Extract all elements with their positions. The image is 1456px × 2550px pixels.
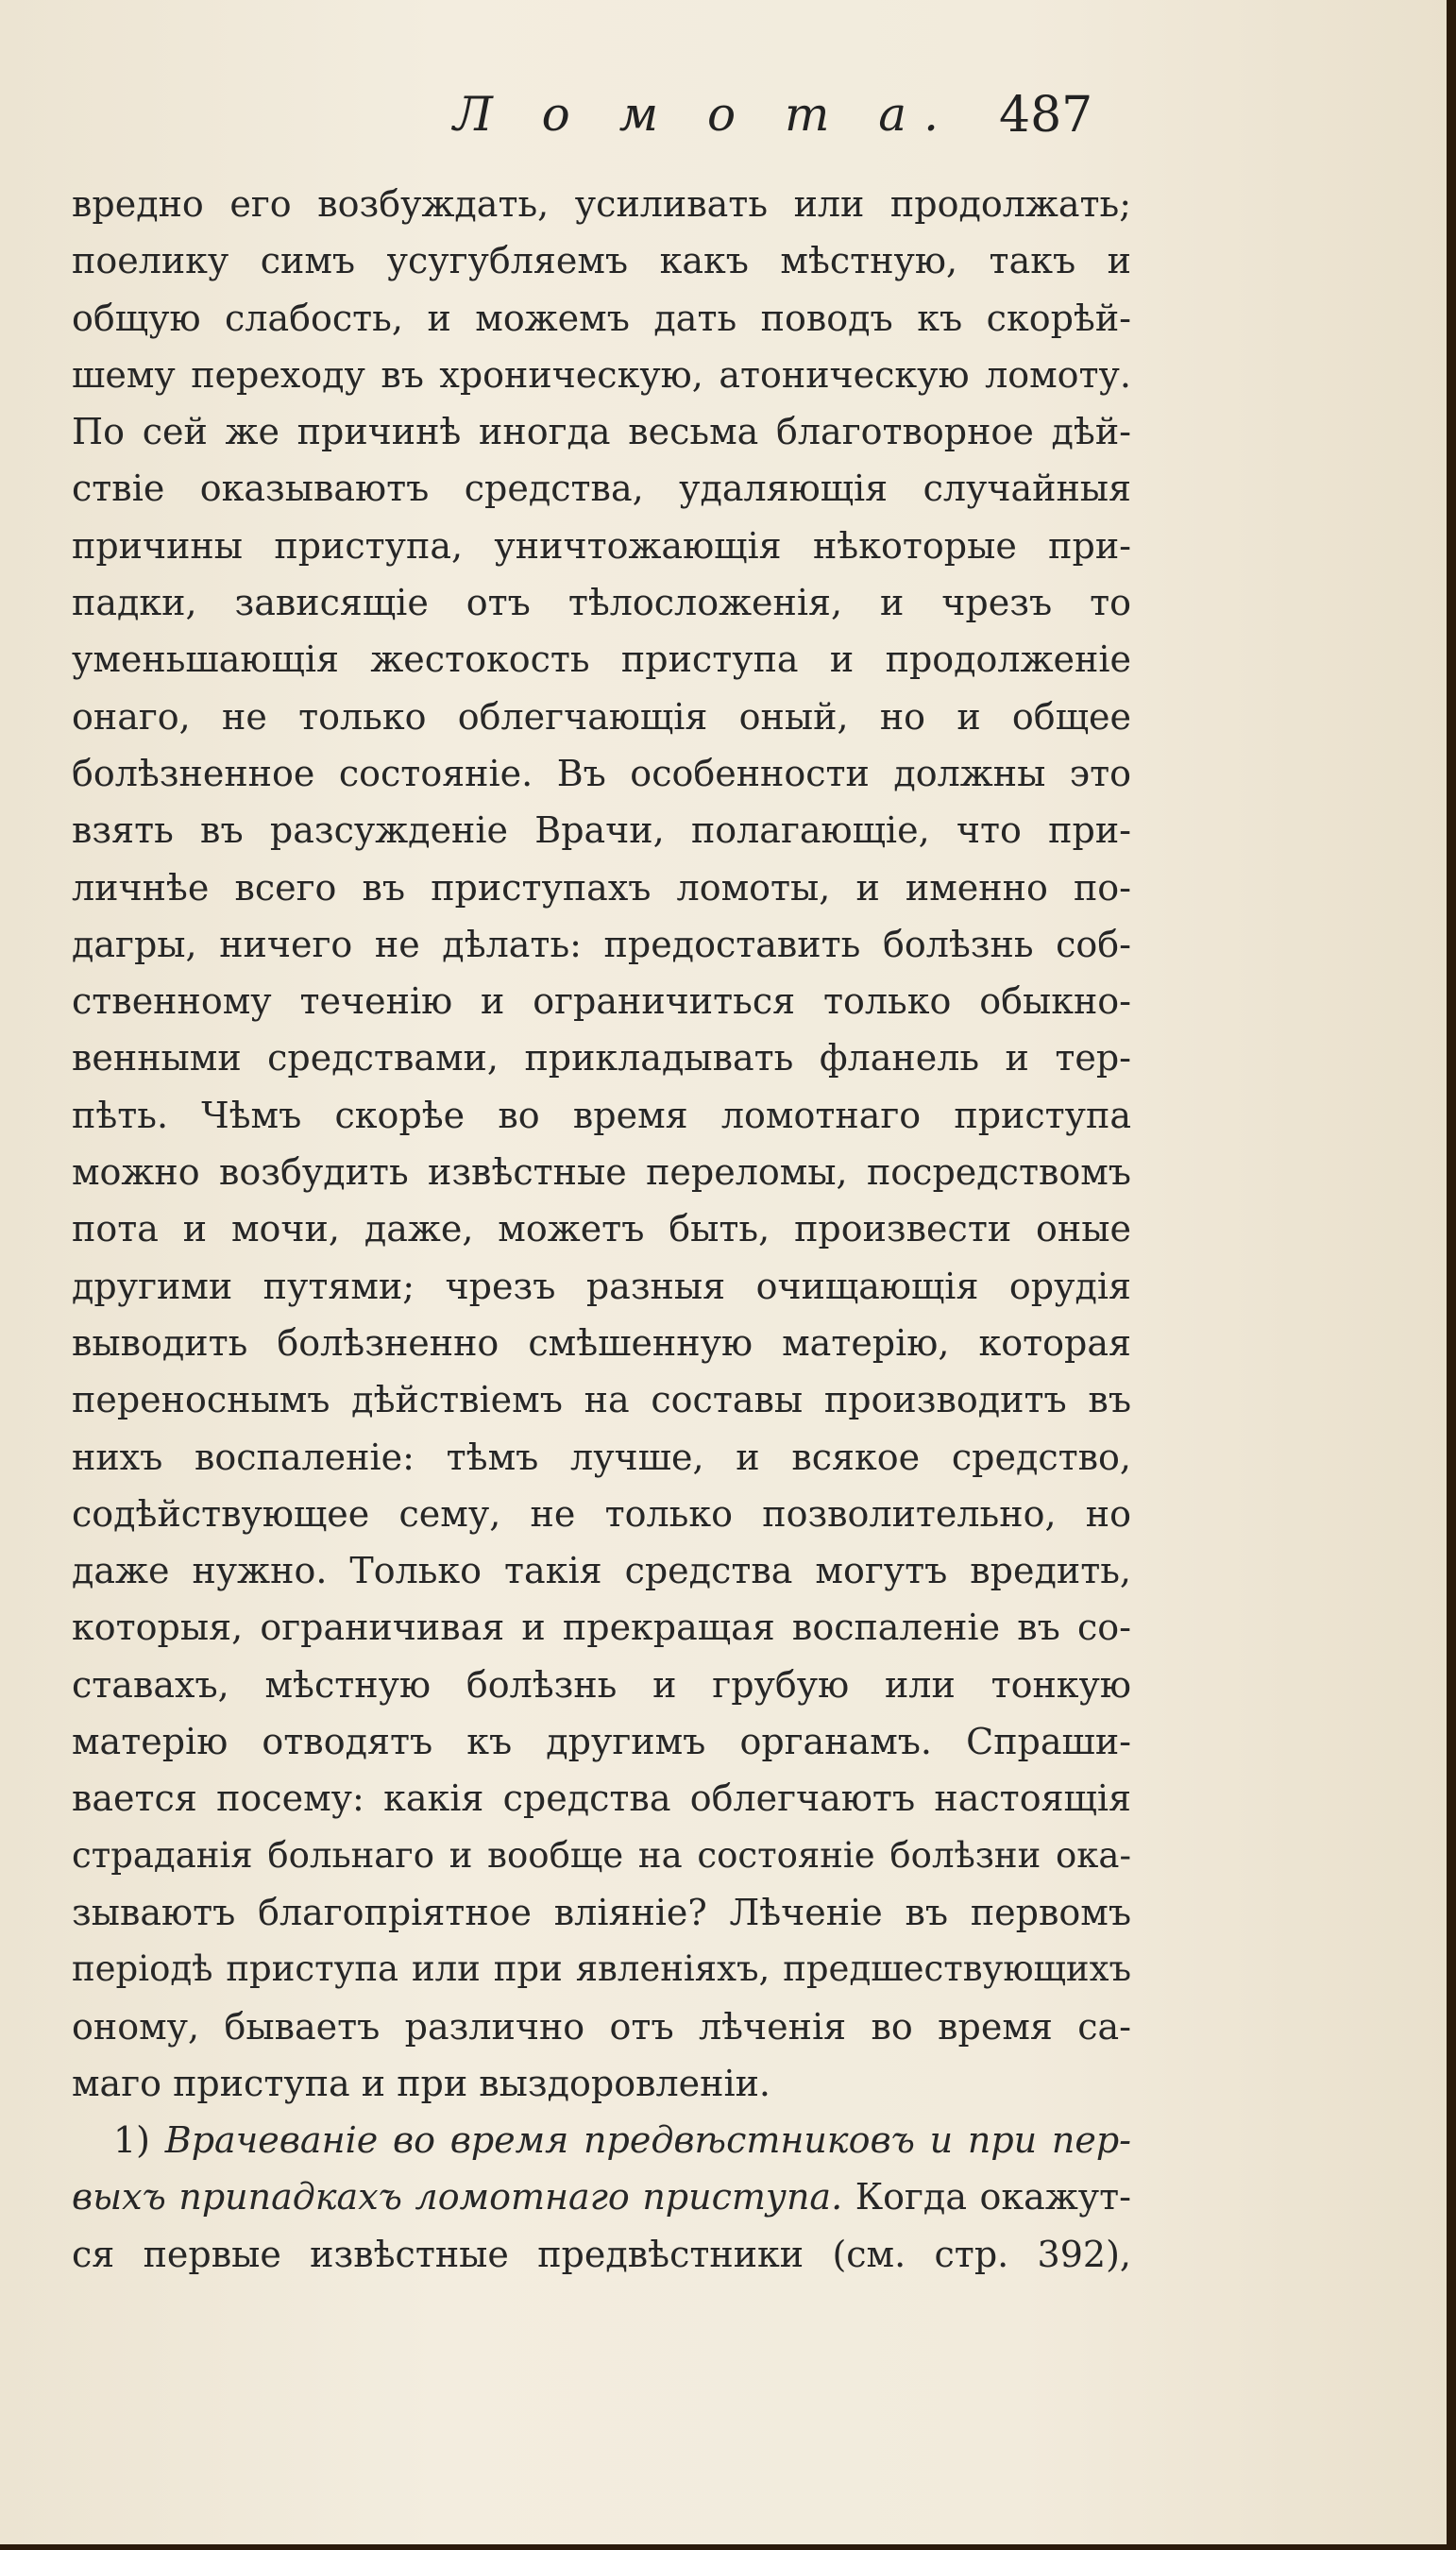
text-line: болѣзненное состояніе. Въ особенности должны это: [72, 752, 1131, 794]
text-line: причины приступа, уничтожающія нѣкоторые при-: [72, 524, 1131, 567]
body-text: [72, 176, 1131, 2283]
text-line: выводить болѣзненно смѣшенную матерію, которая: [72, 1321, 1131, 1364]
page-edge-right: [1447, 0, 1456, 2550]
running-title: Л о м о т а.: [453, 87, 956, 142]
text-line: личнѣе всего въ приступахъ ломоты, и именно по-: [72, 866, 1131, 909]
section-text-start: Когда окажут-: [855, 2176, 1131, 2218]
page-number: 487: [999, 87, 1093, 144]
text-line: даже нужно. Только такія средства могутъ вредить,: [72, 1550, 1131, 1592]
page-header: [0, 87, 1456, 153]
text-line: поелику симъ усугубляемъ какъ мѣстную, такъ и: [72, 240, 1131, 282]
text-line: другими путями; чрезъ разныя очищающія орудія: [72, 1265, 1131, 1307]
text-line: можно возбудить извѣстные переломы, посредствомъ: [72, 1151, 1131, 1194]
text-line: дагры, ничего не дѣлать: предоставить болѣзнь соб-: [72, 923, 1131, 965]
paragraph-end-line: маго приступа и при выздоровленіи.: [72, 2062, 770, 2104]
text-line: По сей же причинѣ иногда весьма благотворное дѣй-: [72, 411, 1131, 453]
section-number: 1): [113, 2119, 151, 2162]
text-line: падки, зависящіе отъ тѣлосложенія, и чрезъ то: [72, 582, 1131, 624]
section-heading-line: [72, 2112, 1131, 2168]
section-heading-line-2: [72, 2168, 1131, 2225]
text-line: ственному теченію и ограничиться только обыкно-: [72, 980, 1131, 1023]
text-line: періодѣ приступа или при явленіяхъ, предшествующихъ: [72, 1948, 1131, 1990]
text-line: онаго, не только облегчающія оный, но и общее: [72, 695, 1131, 738]
text-line: ствіе оказываютъ средства, удаляющія случайныя: [72, 468, 1131, 510]
text-line: пота и мочи, даже, можетъ быть, произвести оные: [72, 1208, 1131, 1250]
text-line: общую слабость, и можемъ дать поводъ къ скорѣй-: [72, 297, 1131, 339]
text-line: взять въ разсужденіе Врачи, полагающіе, что при-: [72, 809, 1131, 852]
section-text-line: ся первые извѣстные предвѣстники (см. стр. 392),: [72, 2233, 1131, 2275]
section-heading-part-2: выхъ припадкахъ ломотнаго приступа.: [72, 2176, 843, 2218]
text-line: зываютъ благопріятное вліяніе? Лѣченіе въ первомъ: [72, 1891, 1131, 1933]
section-heading-part-1: Врачеваніе во время предвѣстниковъ и при пер-: [164, 2119, 1131, 2162]
text-line: матерію отводятъ къ другимъ органамъ. Спраши-: [72, 1721, 1131, 1763]
text-line: шему переходу въ хроническую, атоническую ломоту.: [72, 353, 1131, 396]
text-line: нихъ воспаленіе: тѣмъ лучше, и всякое средство,: [72, 1436, 1131, 1478]
text-line: переноснымъ дѣйствіемъ на составы производитъ въ: [72, 1379, 1131, 1421]
text-line: венными средствами, прикладывать фланель и тер-: [72, 1037, 1131, 1080]
text-line: ставахъ, мѣстную болѣзнь и грубую или тонкую: [72, 1663, 1131, 1706]
text-line: оному, бываетъ различно отъ лѣченія во время са-: [72, 2005, 1131, 2048]
text-line: вредно его возбуждать, усиливать или продолжать;: [72, 183, 1131, 225]
text-line: которыя, ограничивая и прекращая воспаленіе въ со-: [72, 1606, 1131, 1649]
page-edge-bottom: [0, 2544, 1456, 2550]
text-line: содѣйствующее сему, не только позволительно, но: [72, 1492, 1131, 1535]
text-line: страданія больнаго и вообще на состояніе болѣзни ока-: [72, 1834, 1131, 1876]
text-line: пѣть. Чѣмъ скорѣе во время ломотнаго приступа: [72, 1094, 1131, 1136]
text-line: вается посему: какія средства облегчаютъ настоящія: [72, 1777, 1131, 1820]
text-line: уменьшающія жестокость приступа и продолженіе: [72, 638, 1131, 681]
